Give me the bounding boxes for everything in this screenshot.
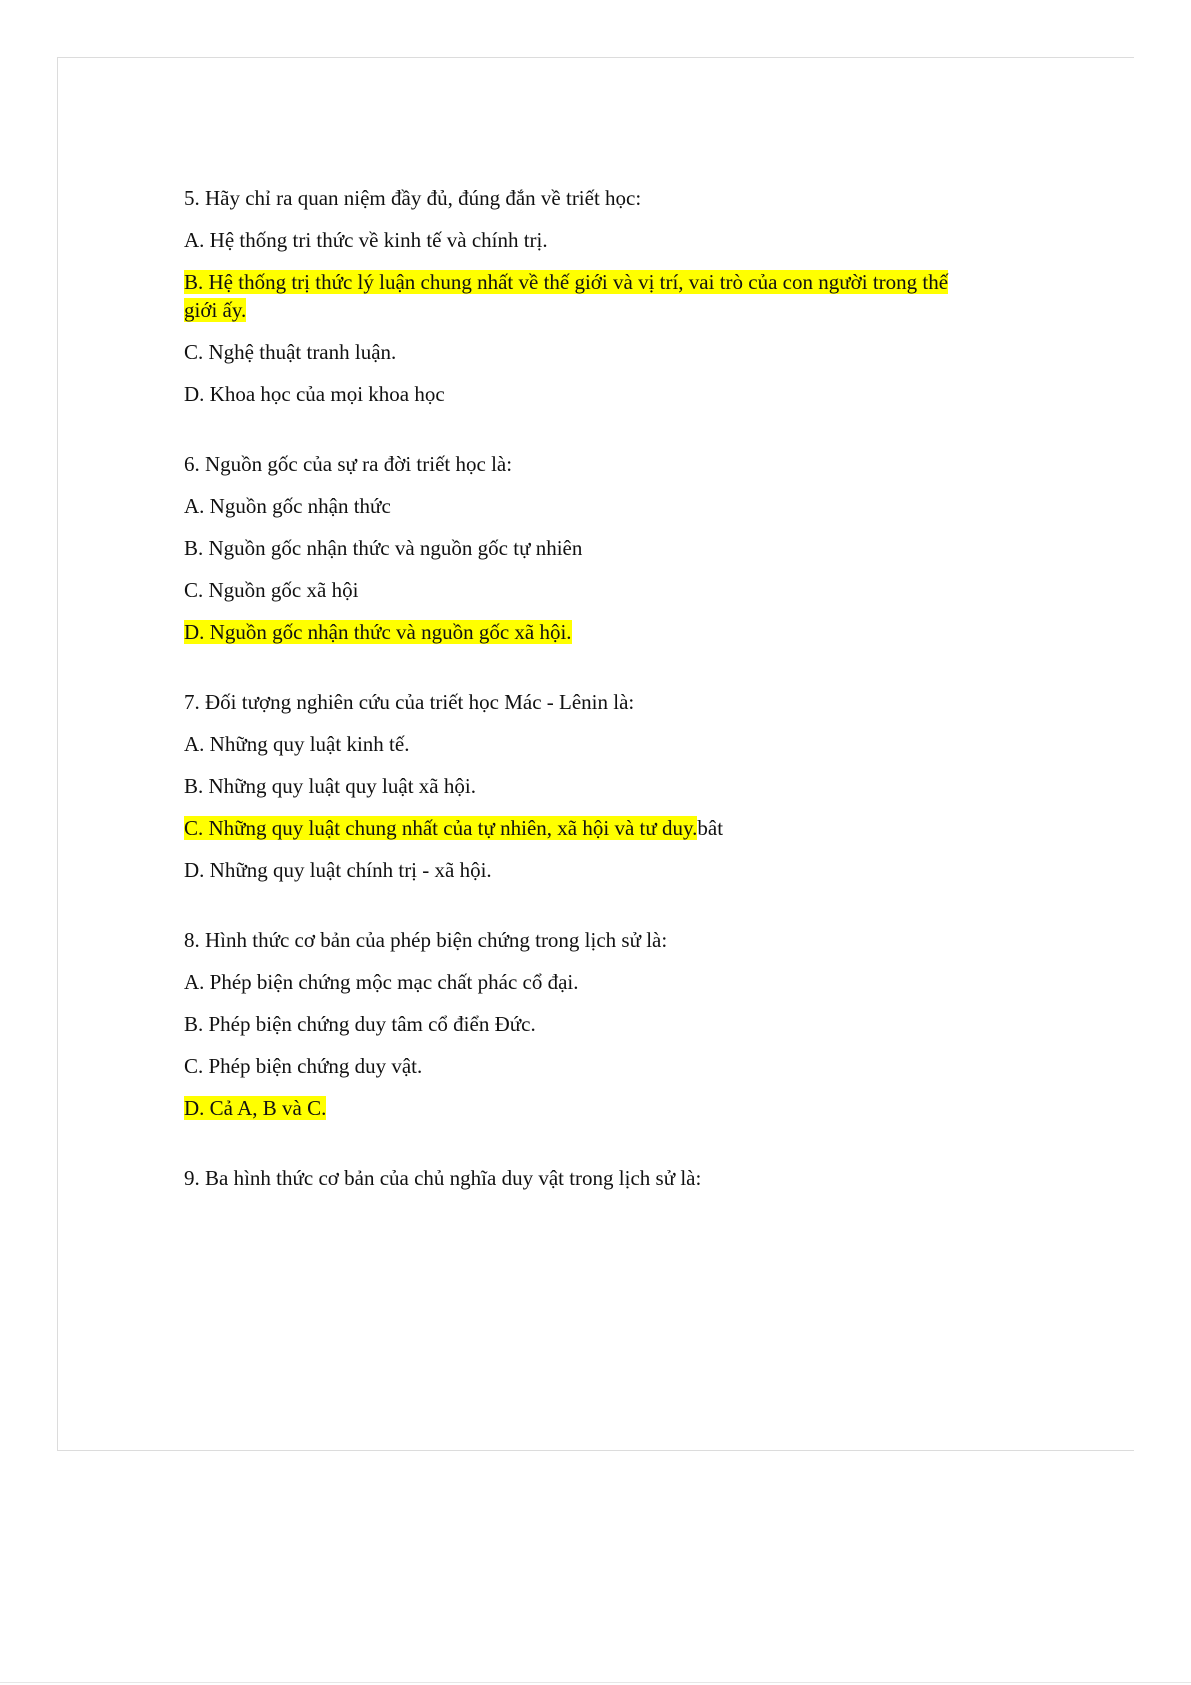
q6-option-b: B. Nguồn gốc nhận thức và nguồn gốc tự nhiên <box>184 536 583 560</box>
page-content <box>184 184 984 1206</box>
question-8: 8. Hình thức cơ bản của phép biện chứng trong lịch sử là: <box>184 928 668 952</box>
q8-option-d <box>184 1094 984 1122</box>
q5-option-a: A. Hệ thống tri thức về kinh tế và chính trị. <box>184 228 548 252</box>
q5-option-c: C. Nghệ thuật tranh luận. <box>184 340 397 364</box>
question-9: 9. Ba hình thức cơ bản của chủ nghĩa duy vật trong lịch sử là: <box>184 1166 702 1190</box>
question-6: 6. Nguồn gốc của sự ra đời triết học là: <box>184 452 513 476</box>
q8-option-c: C. Phép biện chứng duy vật. <box>184 1054 423 1078</box>
question-7: 7. Đối tượng nghiên cứu của triết học Mác - Lênin là: <box>184 690 635 714</box>
spacer <box>184 898 984 926</box>
trailing-text: bât <box>697 816 724 840</box>
q5-option-b <box>184 268 984 324</box>
q8-option-b: B. Phép biện chứng duy tâm cổ điển Đức. <box>184 1012 536 1036</box>
question-5: 5. Hãy chỉ ra quan niệm đầy đủ, đúng đắn về triết học: <box>184 186 642 210</box>
highlighted-answer: D. Cả A, B và C. <box>184 1096 327 1120</box>
highlighted-answer: C. Những quy luật chung nhất của tự nhiên, xã hội và tư duy. <box>184 816 698 840</box>
q6-option-c: C. Nguồn gốc xã hội <box>184 578 359 602</box>
q6-option-a: A. Nguồn gốc nhận thức <box>184 494 391 518</box>
q7-option-b: B. Những quy luật quy luật xã hội. <box>184 774 476 798</box>
spacer <box>184 660 984 688</box>
highlighted-answer: D. Nguồn gốc nhận thức và nguồn gốc xã hội. <box>184 620 572 644</box>
q6-option-d <box>184 618 984 646</box>
bottom-divider <box>0 1682 1191 1683</box>
q7-option-d: D. Những quy luật chính trị - xã hội. <box>184 858 492 882</box>
q7-option-a: A. Những quy luật kinh tế. <box>184 732 410 756</box>
q5-option-d: D. Khoa học của mọi khoa học <box>184 382 445 406</box>
spacer <box>184 422 984 450</box>
spacer <box>184 1136 984 1164</box>
q8-option-a: A. Phép biện chứng mộc mạc chất phác cổ đại. <box>184 970 579 994</box>
q7-option-c <box>184 814 984 842</box>
highlighted-answer: B. Hệ thống trị thức lý luận chung nhất về thế giới và vị trí, vai trò của con người trong thế giới ấy. <box>184 270 949 322</box>
